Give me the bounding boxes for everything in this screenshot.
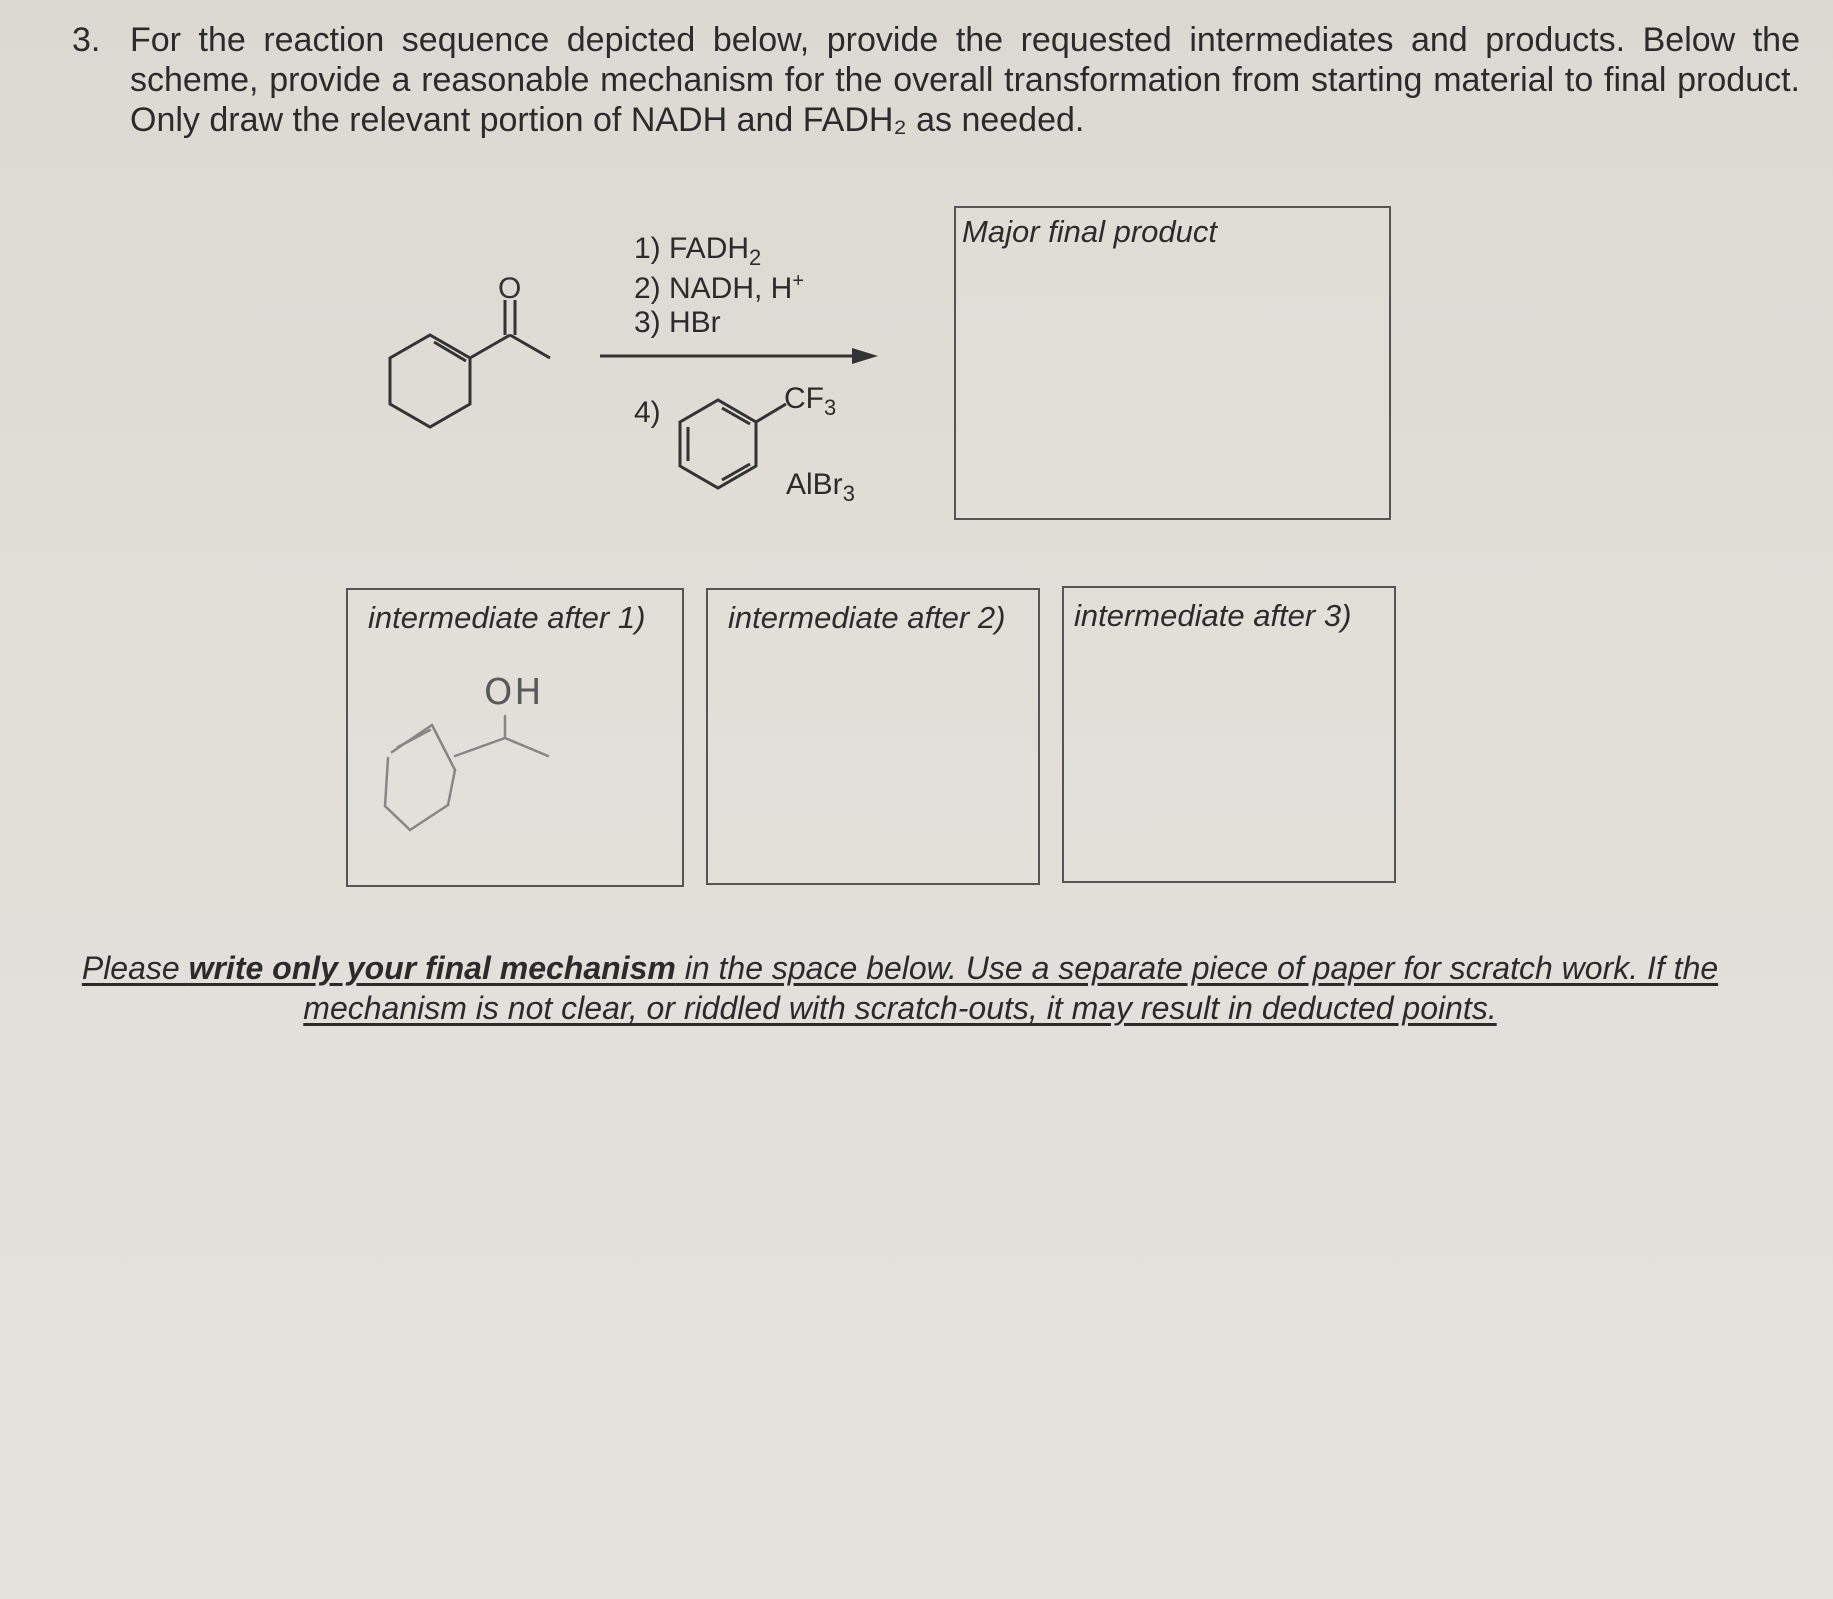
carbonyl-oxygen-label: O [498,272,522,305]
intermediate-2-box[interactable] [706,588,1040,885]
reagent-step-4-label: 4) [634,396,661,429]
reagent-step-2: 2) NADH, H+ [634,270,805,305]
starting-material-structure [390,300,550,427]
major-final-product-label: Major final product [962,214,1218,249]
intermediate-3-label: intermediate after 3) [1074,598,1352,633]
intermediate-3-box[interactable] [1062,586,1396,883]
question-number: 3. [72,21,101,59]
reaction-arrow [600,348,878,364]
intermediate-1-box[interactable] [346,588,684,887]
reagent-step-3: 3) HBr [634,306,721,339]
intermediate-1-label: intermediate after 1) [368,600,646,635]
handwritten-oh-label: OH [484,672,544,713]
intermediate-2-label: intermediate after 2) [728,600,1006,635]
major-final-product-box[interactable] [954,206,1391,520]
mechanism-instructions: Please write only your final mechanism in the space below. Use a separate piece of paper for scratch work. If the mechanism is not clear, or riddled with scratch-outs, it may result in deducted points. [81,950,1719,1026]
trifluoromethylbenzene-structure [680,400,786,488]
cf3-label: $CF_3$ [784,382,837,420]
reagent-step-1: 1) $FADH_2$ [634,232,762,270]
catalyst-label: AlBr$_3$ [786,468,855,506]
question-text: For the reaction sequence depicted below, provide the requested intermediates and products. Below the scheme, provide a reasonable mechanism for the overall transformation from starting material to final product. Only draw the relevant portion of NADH and FADH₂ as needed. [130,21,1800,139]
